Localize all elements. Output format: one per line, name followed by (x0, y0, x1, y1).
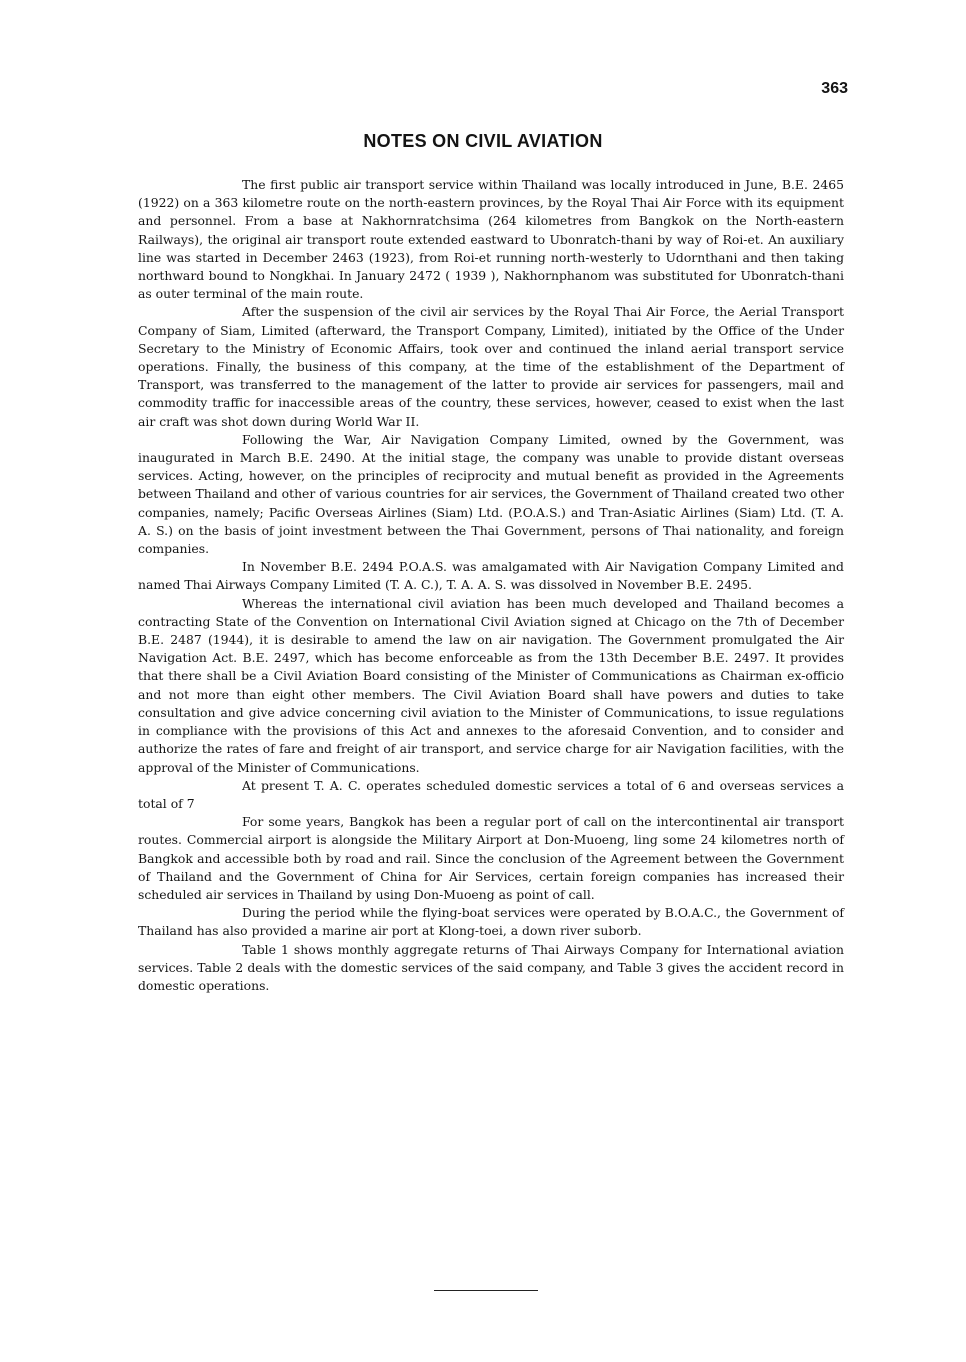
paragraph-tac-services: At present T. A. C. operates scheduled domestic services a total of 6 and overseas services a total of 7 (138, 777, 844, 811)
paragraph-tables-summary: Table 1 shows monthly aggregate returns of Thai Airways Company for International aviation services. Table 2 deals with the domestic services of the said company, and Table 3 gives the accident record in domestic operations. (138, 941, 844, 993)
paragraph-bangkok-port-of-call: For some years, Bangkok has been a regular port of call on the intercontinental air transport routes. Commercial airport is alongside the Military Airport at Don-Muoeng, ling some 24 kilometres north of Bangkok and accessible both by road and rail. Since the conclusion of the Agreement between the Government of Thailand and the Government of China for Air Services, certain foreign companies has increased their scheduled air services in Thailand by using Don-Muoeng as point of call. (138, 814, 844, 902)
paragraph-first-air-service: The first public air transport service within Thailand was locally introduced in June, B.E. 2465 (1922) on a 363 kilometre route on the north-eastern provinces, by the Royal Thai Air Force with its equipment and personnel. From a base at Nakhornratchsima (264 kilometres from Bangkok on the North-eastern Railways), the original air transport route extended eastward to Ubonratch-thani by way of Roi-et. An auxiliary line was started in December 2463 (1923), from Roi-et running north-westerly to Udornthani and then taking northward bound to Nongkhai. In January 2472 ( 1939 ), Nakhornphanom was substituted for Ubonratch-thani as outer terminal of the main route. (138, 177, 844, 302)
paragraph-marine-airport: During the period while the flying-boat services were operated by B.O.A.C., the Government of Thailand has also provided a marine air port at Klong-toei, a down river suborb. (138, 905, 844, 939)
paragraph-aerial-transport-company: After the suspension of the civil air services by the Royal Thai Air Force, the Aerial Transport Company of Siam, Limited (afterward, the Transport Company, Limited), initiated by the Office of the Under Secretary to the Ministry of Economic Affairs, took over and continued the inland aerial transport service operations. Finally, the business of this company, at the time of the establishment of the Department of Transport, was transferred to the management of the latter to provide air services for passengers, mail and commodity traffic for inaccessible areas of the country, these services, however, ceased to exist when the last air craft was shot down during World War II. (138, 304, 844, 429)
paragraph-air-navigation-act: Whereas the international civil aviation has been much developed and Thailand becomes a contracting State of the Convention on International Civil Aviation signed at Chicago on the 7th of December B.E. 2487 (1944), it is desirable to amend the law on air navigation. The Government promulgated the Air Navigation Act. B.E. 2497, which has become enforceable as from the 13th December B.E. 2497. It provides that there shall be a Civil Aviation Board consisting of the Minister of Communications as Chairman ex-officio and not more than eight other members. The Civil Aviation Board shall have powers and duties to take consultation and give advice concerning civil aviation to the Minister of Communications, to issue regulations in compliance with the provisions of this Act and annexes to the aforesaid Convention, and to consider and authorize the rates of fare and freight of air transport, and service charge for air Navigation facilities, with the approval of the Minister of Communications. (138, 595, 844, 775)
page-number: 363 (821, 80, 848, 97)
paragraph-air-navigation-company: Following the War, Air Navigation Company Limited, owned by the Government, was inaugurated in March B.E. 2490. At the initial stage, the company was unable to provide distant overseas services. Acting, however, on the principles of reciprocity and mutual benefit as provided in the Agreements between Thailand and other of various countries for air services, the Government of Thailand created two other companies, namely; Pacific Overseas Airlines (Siam) Ltd. (P.O.A.S.) and Tran-Asiatic Airlines (Siam) Ltd. (T. A. A. S.) on the basis of joint investment between the Thai Government, persons of Thai nationality, and foreign companies. (138, 431, 844, 557)
page-title: NOTES ON CIVIL AVIATION (363, 131, 603, 151)
paragraph-thai-airways-formed: In November B.E. 2494 P.O.A.S. was amalgamated with Air Navigation Company Limited and named Thai Airways Company Limited (T. A. C.), T. A. A. S. was dissolved in November B.E. 2495. (138, 559, 844, 593)
end-divider (434, 1290, 538, 1291)
body-text (138, 176, 844, 995)
